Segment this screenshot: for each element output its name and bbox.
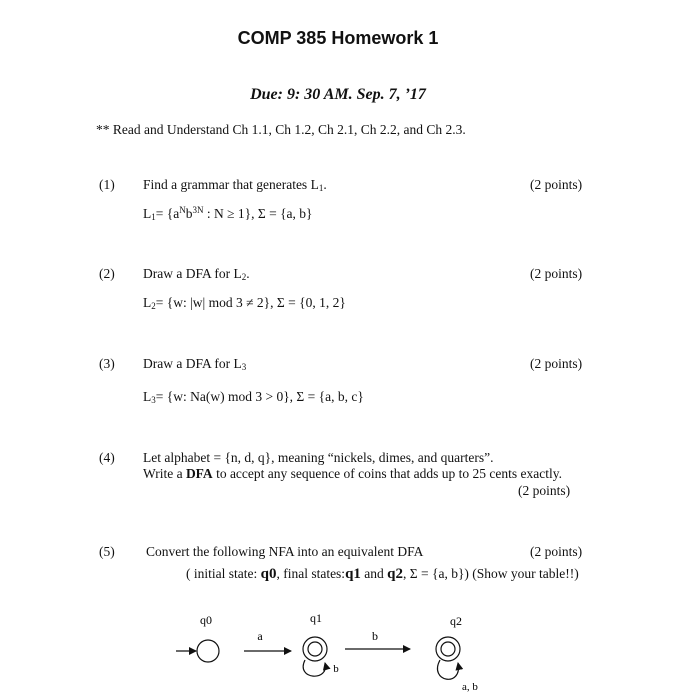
problem-number: (3) [99, 356, 115, 371]
state-label: q1 [310, 611, 322, 625]
page-title: COMP 385 Homework 1 [237, 28, 439, 48]
edge-q1-q2 [345, 629, 410, 649]
reading-note: ** Read and Understand Ch 1.1, Ch 1.2, Ch 2.1, Ch 2.2, and Ch 2.3. [96, 122, 466, 137]
state-label: q2 [450, 614, 462, 628]
state-q0 [197, 613, 219, 662]
problem-statement: Find a grammar that generates $L_1$. [143, 177, 327, 193]
problem-number: (4) [99, 450, 115, 465]
problem-statement-2: ( initial state: q0, final states:q1 and q2, Σ = {a, b}) (Show your table!!) [186, 566, 579, 582]
problem-points: (2 points) [518, 483, 571, 498]
edge-label: a, b [462, 681, 478, 693]
problem-number: (5) [99, 544, 115, 559]
language-definition: $L_3= \{w$: Na(w) mod 3 > 0}, Σ = {a, b, c} [143, 389, 364, 405]
problem-points: (2 points) [530, 356, 583, 371]
language-definition: $L_1= \{a^Nb^{3N}$ : N ≥ 1}, Σ = {a, b} [143, 205, 313, 222]
loop-q1 [303, 660, 339, 676]
state-label: q0 [200, 613, 212, 627]
loop-q2 [437, 660, 478, 693]
problem-statement: Let alphabet = {n, d, q}, meaning “nickels, dimes, and quarters”. [143, 450, 494, 465]
edge-label: b [372, 629, 378, 643]
edge-q0-q1 [244, 629, 291, 651]
edge-label: a [257, 629, 263, 643]
problem-number: (1) [99, 177, 115, 192]
problem-points: (2 points) [530, 544, 583, 559]
problem-number: (2) [99, 266, 115, 281]
edge-label: b [333, 663, 339, 675]
problem-statement: Draw a DFA for $L_2$. [143, 266, 250, 282]
state-q2 [436, 614, 462, 661]
problem-statement: Convert the following NFA into an equivalent DFA [146, 544, 424, 559]
problem-points: (2 points) [530, 177, 583, 192]
nfa-diagram [0, 600, 676, 700]
problem-statement-2: Write a DFA to accept any sequence of coins that adds up to 25 cents exactly. [143, 466, 562, 481]
due-date: Due: 9: 30 AM. Sep. 7, ’17 [250, 86, 426, 103]
problem-statement: Draw a DFA for $L_3$ [143, 356, 247, 372]
state-q1 [303, 611, 327, 661]
problem-points: (2 points) [530, 266, 583, 281]
language-definition: $L_2= \{w$: |w| mod 3 ≠ 2}, Σ = {0, 1, 2} [143, 295, 346, 311]
